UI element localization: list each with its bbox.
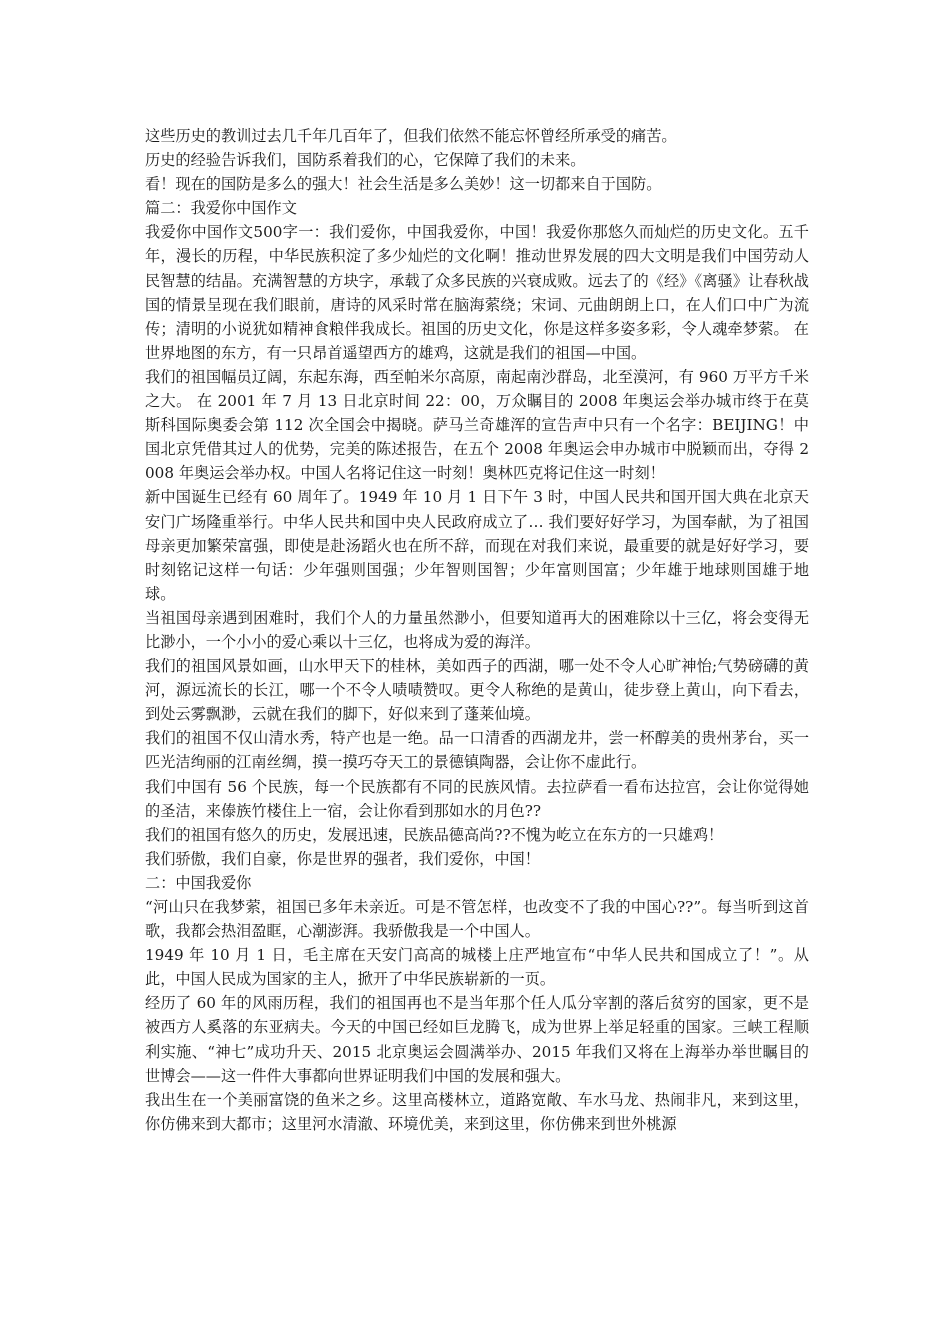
paragraph-3: 看！现在的国防是多么的强大！社会生活是多么美妙！这一切都来自于国防。 (145, 175, 662, 194)
paragraph-9: 我们的祖国风景如画，山水甲天下的桂林，美如西子的西湖，哪一处不令人心旷神怡;气势磅礴的黄河，源远流长的长江，哪一个不令人啧啧赞叹。更令人称绝的是黄山，徒步登上黄山，向下看去，到处云雾飘渺，云就在我们的脚下，好似来到了蓬莱仙境。 (145, 657, 809, 724)
paragraph-18: 我出生在一个美丽富饶的鱼米之乡。这里高楼林立，道路宽敞、车水马龙、热闹非凡，来到这里，你仿佛来到大都市；这里河水清澈、环境优美，来到这里，你仿佛来到世外桃源 (145, 1090, 809, 1133)
paragraph-10: 我们的祖国不仅山清水秀，特产也是一绝。品一口清香的西湖龙井，尝一杯醇美的贵州茅台，买一匹光洁绚丽的江南丝绸，摸一摸巧夺天工的景德镇陶器，会让你不虚此行。 (145, 729, 809, 772)
paragraph-16: 1949 年 10 月 1 日，毛主席在天安门高高的城楼上庄严地宣布“中华人民共和国成立了！”。从此，中国人民成为国家的主人，掀开了中华民族崭新的一页。 (145, 946, 809, 989)
paragraph-1: 这些历史的教训过去几千年几百年了，但我们依然不能忘怀曾经所承受的痛苦。 (145, 127, 677, 145)
paragraph-6: 我们的祖国幅员辽阔，东起东海，西至帕米尔高原，南起南沙群岛，北至漠河，有 960 万平方千米之大。 在 2001 年 7 月 13 日北京时间 22：00，万众瞩目的 2008 年奥运会举办城市终于在莫斯科国际奥委会第 112 次全国会中揭晓。萨马兰奇雄浑的宣告声中只有一个名字：BEIJING！中国北京凭借其过人的优势，完美的陈述报告，在五个 2008 年奥运会申办城市中脱颖而出，夺得 2008 年奥运会举办权。中国人名将记住这一时刻！奥林匹克将记住这一时刻！ (145, 367, 809, 483)
section-heading-part-two-alt: 二：中国我爱你 (145, 873, 252, 892)
paragraph-17: 经历了 60 年的风雨历程，我们的祖国再也不是当年那个任人瓜分宰割的落后贫穷的国家，更不是被西方人奚落的东亚病夫。今天的中国已经如巨龙腾飞，成为世界上举足轻重的国家。三峡工程顺利实施、“神七”成功升天、2015 北京奥运会圆满举办、2015 年我们又将在上海举办举世瞩目的世博会——这一件件大事都向世界证明我们中国的发展和强大。 (145, 994, 809, 1085)
paragraph-15: “河山只在我梦萦，祖国已多年未亲近。可是不管怎样，也改变不了我的中国心??”。每当听到这首歌，我都会热泪盈眶，心潮澎湃。我骄傲我是一个中国人。 (145, 898, 809, 941)
paragraph-12: 我们的祖国有悠久的历史，发展迅速，民族品德高尚??不愧为屹立在东方的一只雄鸡！ (145, 825, 724, 844)
paragraph-11: 我们中国有 56 个民族，每一个民族都有不同的民族风情。去拉萨看一看布达拉宫，会让你觉得她的圣洁，来傣族竹楼住上一宿，会让你看到那如水的月色?? (145, 777, 809, 820)
paragraph-8: 当祖国母亲遇到困难时，我们个人的力量虽然渺小，但要知道再大的困难除以十三亿，将会变得无比渺小，一个小小的爱心乘以十三亿，也将成为爱的海洋。 (145, 608, 809, 651)
paragraph-7: 新中国诞生已经有 60 周年了。1949 年 10 月 1 日下午 3 时，中国人民共和国开国大典在北京天安门广场隆重举行。中华人民共和国中央人民政府成立了… 我们要好好学习，为国奉献，为了祖国母亲更加繁荣富强，即使是赴汤蹈火也在所不辞，而现在对我们来说，最重要的就是好好学习，要时刻铭记这样一句话：少年强则国强；少年智则国智；少年富则国富；少年雄于地球则国雄于地球。 (145, 488, 809, 603)
paragraph-2: 历史的经验告诉我们，国防系着我们的心，它保障了我们的未来。 (145, 151, 586, 170)
section-heading-part-two: 篇二：我爱你中国作文 (145, 199, 297, 218)
document-body (145, 124, 809, 1136)
paragraph-5: 我爱你中国作文500字一：我们爱你，中国我爱你，中国！我爱你那悠久而灿烂的历史文化。五千年，漫长的历程，中华民族积淀了多少灿烂的文化啊！推动世界发展的四大文明是我们中国劳动人民智慧的结晶。充满智慧的方块字，承载了众多民族的兴衰成败。远去了的《经》《离骚》让春秋战国的情景呈现在我们眼前，唐诗的风采时常在脑海萦绕；宋词、元曲朗朗上口，在人们口中广为流传；清明的小说犹如精神食粮伴我成长。祖国的历史文化，你是这样多姿多彩，令人魂牵梦萦。 在世界地图的东方，有一只昂首遥望西方的雄鸡，这就是我们的祖国—中国。 (145, 223, 809, 362)
paragraph-13: 我们骄傲，我们自豪，你是世界的强者，我们爱你，中国！ (145, 849, 540, 868)
